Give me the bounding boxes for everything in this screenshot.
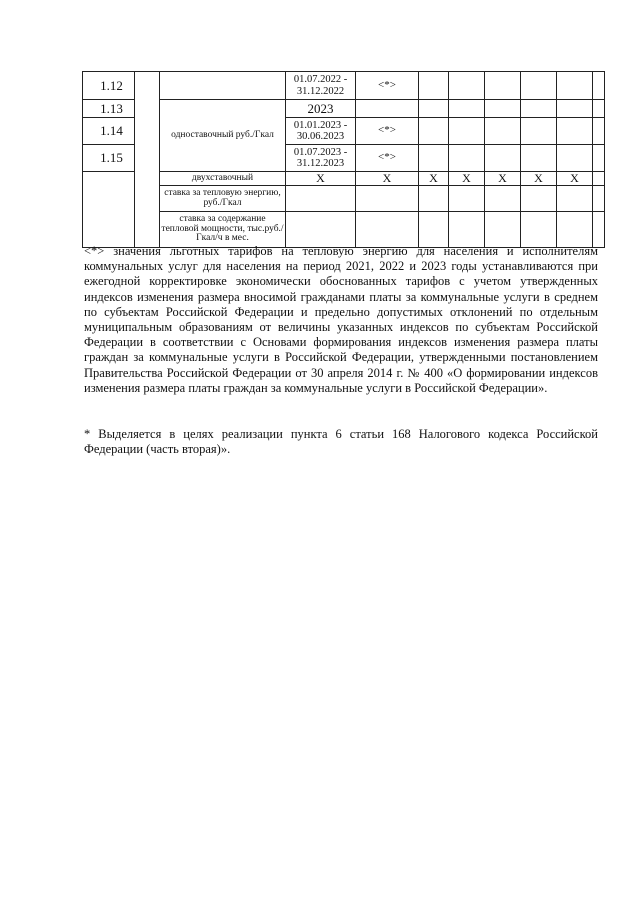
row-number: 1.15 — [83, 145, 135, 172]
x-mark: X — [449, 172, 485, 186]
x-mark: X — [521, 172, 557, 186]
tariff-mark-cell: <*> — [356, 118, 419, 145]
period-cell: 01.01.2023 - 30.06.2023 — [286, 118, 356, 145]
tariff-mark-cell: <*> — [356, 72, 419, 100]
table-row — [83, 72, 605, 100]
one-part-rate-label: одноставочный руб./Гкал — [160, 100, 286, 172]
two-part-rate-label: двухставочный — [160, 172, 286, 186]
period-cell: 01.07.2023 - 31.12.2023 — [286, 145, 356, 172]
row-number: 1.12 — [83, 72, 135, 100]
x-mark: X — [557, 172, 593, 186]
x-mark: X — [286, 172, 356, 186]
year-cell: 2023 — [286, 100, 356, 118]
footnote-text: <*> значения льготных тарифов на тепловую энергию для населения и исполнителям коммунальных услуг для населения на период 2021, 2022 и 2023 годы устанавливаются при ежегодной корректировке экономически обоснованных тарифов с учетом утвержденных индексов изменения размера вносимой гражданами платы за коммунальные услуги в среднем по субъектам Российской Федерации и предельно допустимых отклонений по отдельным муниципальным образованиям от величины указанных индексов по субъектам Российской Федерации в соответствии с Основами формирования индексов изменения размера платы граждан за коммунальные услуги в Российской Федерации, утвержденными постановлением Правительства Российской Федерации от 30 апреля 2014 г. № 400 «О формировании индексов изменения размера платы граждан за коммунальные услуги в Российской Федерации». — [84, 244, 598, 395]
period-cell: 01.07.2022 - 31.12.2022 — [286, 72, 356, 100]
empty-cell — [160, 72, 286, 100]
footnote-tax-code — [84, 427, 598, 457]
energy-rate-label: ставка за тепловую энергию, руб./Гкал — [160, 186, 286, 212]
tariff-mark-cell: <*> — [356, 145, 419, 172]
capacity-rate-label: ставка за содержание тепловой мощности, тыс.руб./Гкал/ч в мес. — [160, 212, 286, 248]
table-row — [83, 100, 605, 118]
tariff-table — [82, 71, 605, 248]
footnote-preferential-tariffs — [84, 244, 598, 396]
empty-number-cell — [83, 172, 135, 248]
table-row — [83, 186, 605, 212]
blank-merged-cell — [135, 72, 160, 248]
row-number: 1.13 — [83, 100, 135, 118]
x-mark: X — [356, 172, 419, 186]
footnote-text: * Выделяется в целях реализации пункта 6 статьи 168 Налогового кодекса Российской Федерации (часть вторая)». — [84, 427, 598, 457]
row-number: 1.14 — [83, 118, 135, 145]
table-row — [83, 172, 605, 186]
table-row — [83, 212, 605, 248]
x-mark: X — [419, 172, 449, 186]
x-mark: X — [485, 172, 521, 186]
